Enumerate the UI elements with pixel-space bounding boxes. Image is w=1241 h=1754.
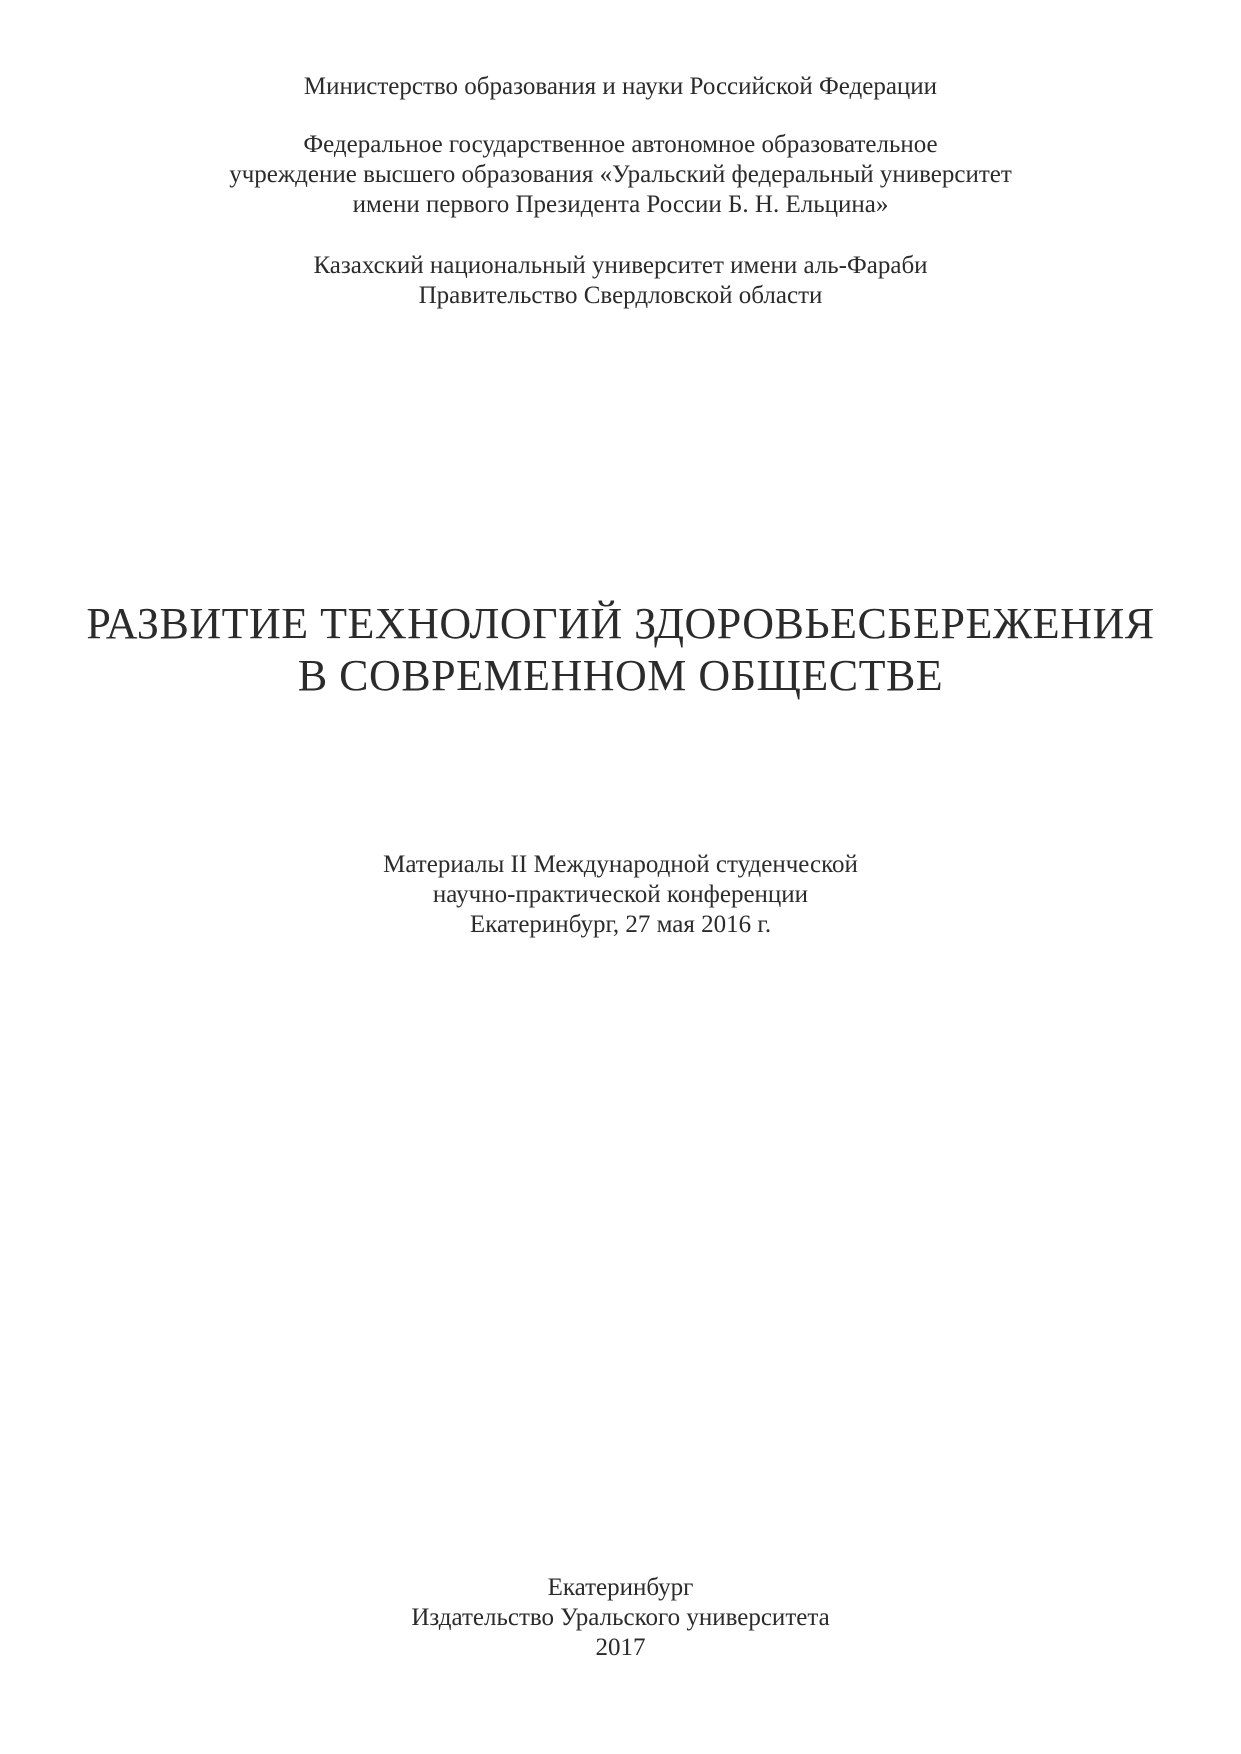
- partner-government: Правительство Свердловской области: [418, 282, 823, 309]
- conference-info: [0, 850, 1241, 940]
- ministry-name: Министерство образования и науки Российской Федерации: [303, 73, 938, 100]
- imprint-year: 2017: [595, 1634, 646, 1661]
- ministry-header: [0, 72, 1241, 102]
- title-line-1: РАЗВИТИЕ ТЕХНОЛОГИЙ ЗДОРОВЬЕСБЕРЕЖЕНИЯ: [86, 599, 1155, 648]
- title-line-2: В СОВРЕМЕННОМ ОБЩЕСТВЕ: [297, 651, 944, 700]
- book-title: [0, 598, 1241, 702]
- university-line-3: имени первого Президента России Б. Н. Ельцина»: [352, 191, 889, 218]
- imprint-publisher: Издательство Уральского университета: [411, 1604, 830, 1631]
- conference-line-2: научно-практической конференции: [432, 881, 809, 908]
- partner-kaznu: Казахский национальный университет имени аль-Фараби: [313, 252, 928, 279]
- conference-line-1: Материалы II Международной студенческой: [383, 851, 858, 878]
- imprint-city: Екатеринбург: [547, 1574, 694, 1601]
- university-line-1: Федеральное государственное автономное образовательное: [303, 131, 938, 158]
- conference-line-3: Екатеринбург, 27 мая 2016 г.: [469, 911, 772, 938]
- university-line-2: учреждение высшего образования «Уральский федеральный университет: [229, 161, 1012, 188]
- partner-organizations: [0, 251, 1241, 311]
- university-header: [0, 130, 1241, 220]
- imprint: [0, 1573, 1241, 1663]
